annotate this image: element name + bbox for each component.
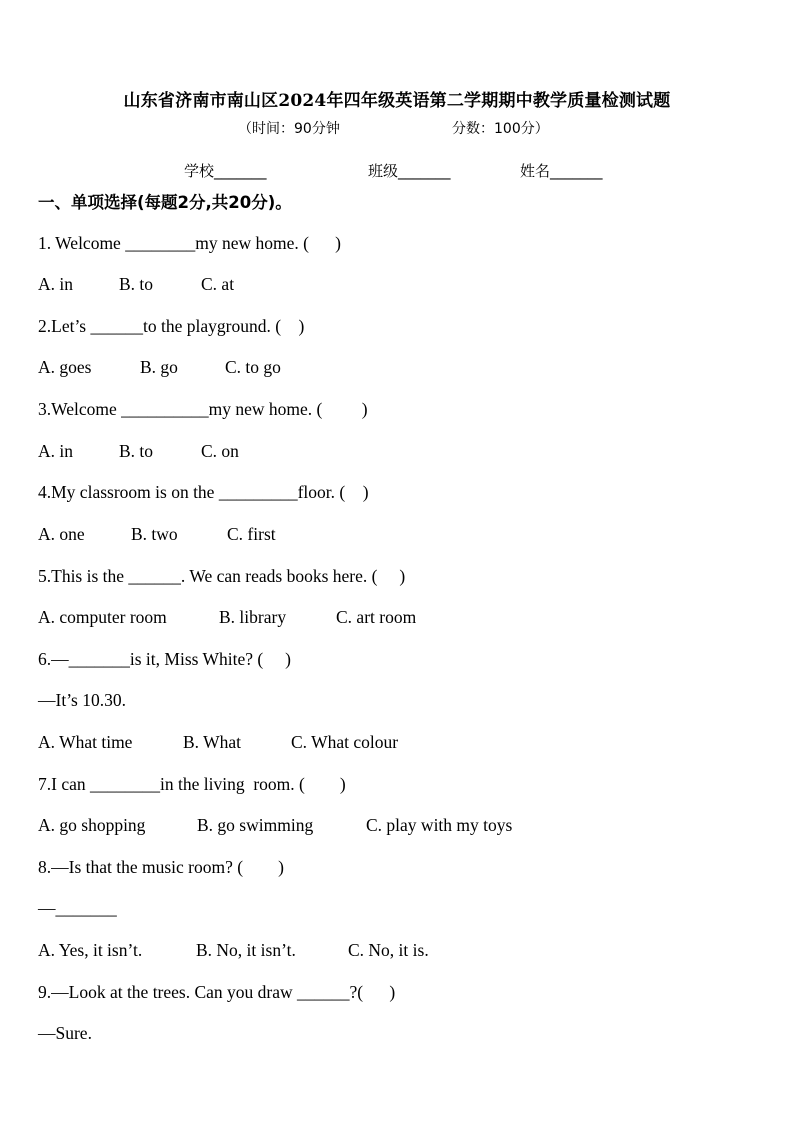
question-8: 8.—Is that the music room? ( ) <box>38 857 284 877</box>
q1-option-b: B. to <box>119 274 154 294</box>
q7-option-a: A. go shopping <box>38 815 146 835</box>
q4-option-c: C. first <box>227 524 276 544</box>
q4-option-b: B. two <box>131 524 178 544</box>
q3-option-b: B. to <box>119 441 154 461</box>
q4-option-a: A. one <box>38 524 85 544</box>
q8-option-a: A. Yes, it isn’t. <box>38 940 143 960</box>
question-1: 1. Welcome ________my new home. ( ) <box>38 233 342 253</box>
name-field: 姓名_______ <box>520 162 603 180</box>
q1-option-a: A. in <box>38 274 73 294</box>
question-7: 7.I can ________in the living room. ( ) <box>38 774 346 794</box>
q8-option-c: C. No, it is. <box>348 940 429 960</box>
q6-option-c: C. What colour <box>291 732 399 752</box>
q2-option-c: C. to go <box>225 357 281 377</box>
q1-option-c: C. at <box>201 274 235 294</box>
question-9: 9.—Look at the trees. Can you draw ______?( ) <box>38 982 396 1002</box>
q6-option-b: B. What <box>183 732 242 752</box>
q7-option-c: C. play with my toys <box>366 815 513 835</box>
q7-option-b: B. go swimming <box>197 815 314 835</box>
q8-answer-line: —_______ <box>38 898 117 918</box>
class-field: 班级_______ <box>368 162 451 180</box>
q5-option-a: A. computer room <box>38 607 167 627</box>
question-3: 3.Welcome __________my new home. ( ) <box>38 399 368 419</box>
q2-option-b: B. go <box>140 357 178 377</box>
question-2: 2.Let’s ______to the playground. ( ) <box>38 316 305 336</box>
q6-option-a: A. What time <box>38 732 133 752</box>
q8-option-b: B. No, it isn’t. <box>196 940 296 960</box>
q5-option-b: B. library <box>219 607 287 627</box>
q2-option-a: A. goes <box>38 357 92 377</box>
q5-option-c: C. art room <box>336 607 417 627</box>
q6-answer-line: —It’s 10.30. <box>38 690 126 710</box>
exam-time: （时间：90分钟 <box>238 121 340 137</box>
question-4: 4.My classroom is on the _________floor. ( ) <box>38 482 369 502</box>
exam-score: 分数：100分） <box>452 121 549 137</box>
school-field: 学校_______ <box>184 162 267 180</box>
question-5: 5.This is the ______. We can reads books here. ( ) <box>38 566 406 586</box>
section-heading: 一、单项选择(每题2分,共20分)。 <box>38 193 292 212</box>
q3-option-c: C. on <box>201 441 239 461</box>
page-title: 山东省济南市南山区2024年四年级英语第二学期期中教学质量检测试题 <box>123 91 671 111</box>
q3-option-a: A. in <box>38 441 73 461</box>
question-6: 6.—_______is it, Miss White? ( ) <box>38 649 291 669</box>
q9-answer-line: —Sure. <box>38 1023 92 1043</box>
